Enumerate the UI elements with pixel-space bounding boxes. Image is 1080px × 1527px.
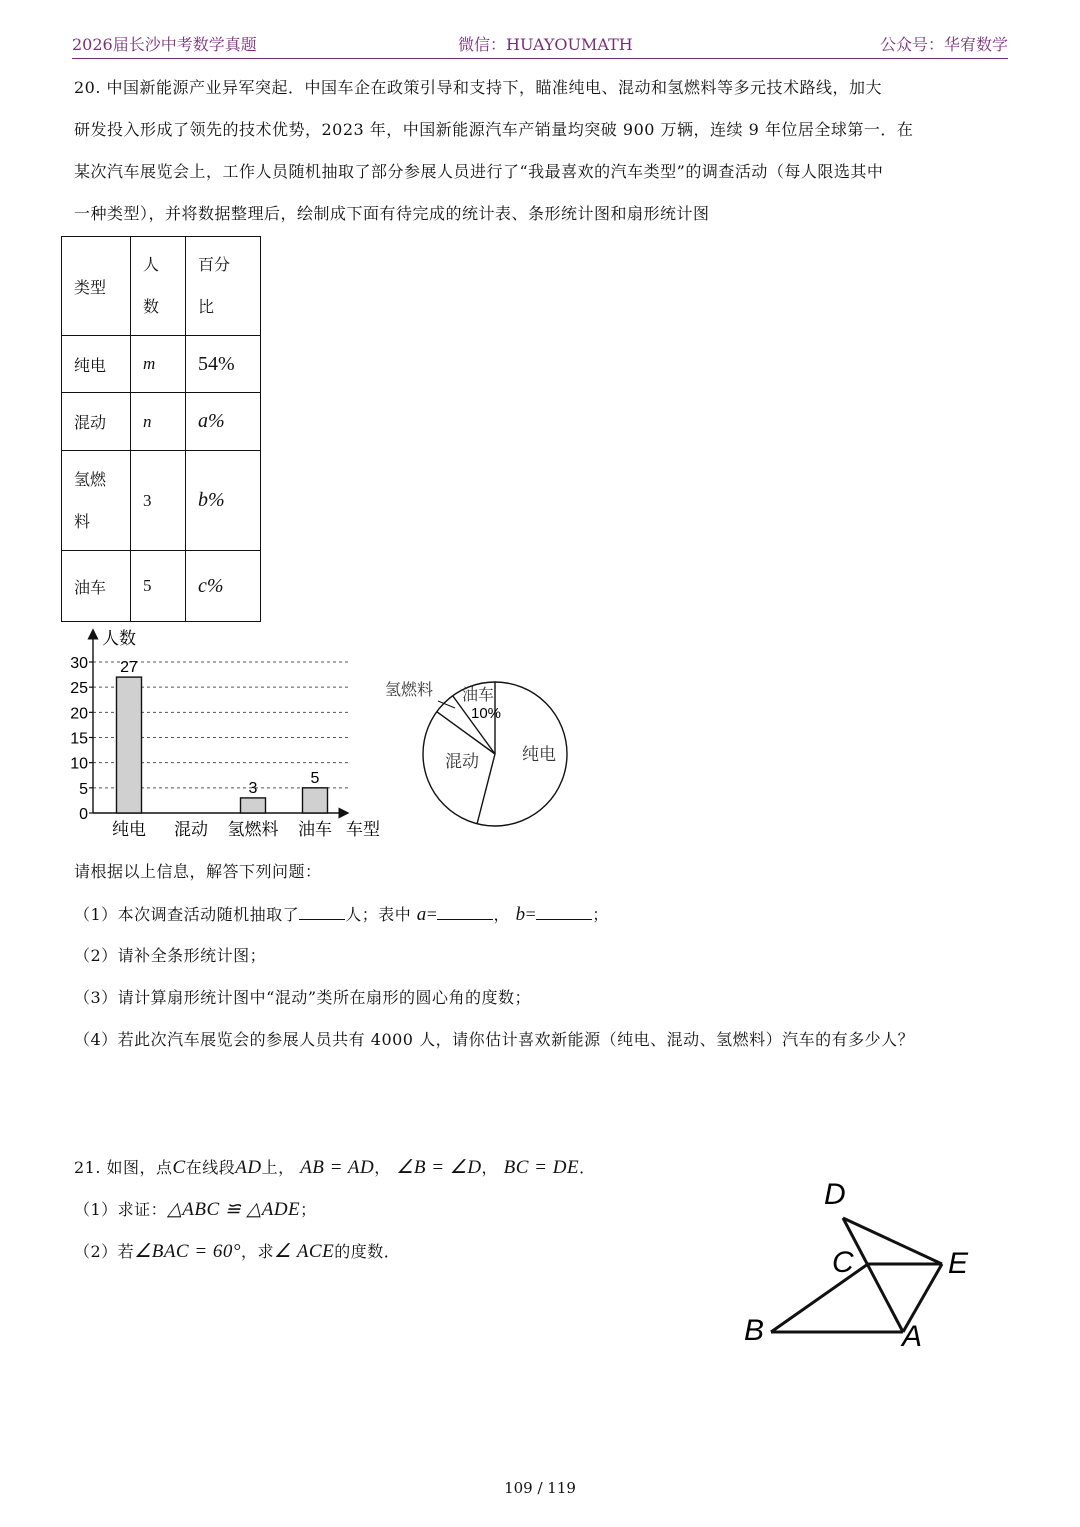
page-header [72, 30, 1008, 59]
pie-label-fuel: 油车 [462, 687, 495, 704]
bar [117, 677, 142, 813]
q21-sub-1: （1）求证：△ABC ≌ △ADE； [74, 1199, 317, 1220]
q20-line-4: 一种类型），并将数据整理后，绘制成下面有待完成的统计表、条形统计图和扇形统计图 [74, 204, 710, 223]
y-tick-label: 30 [70, 655, 88, 672]
header-center: 微信：HUAYOUMATH [458, 35, 633, 54]
header-left: 2026届长沙中考数学真题 [72, 35, 257, 54]
table-row [62, 336, 261, 393]
point-label-E: E [948, 1247, 969, 1280]
q20-line-1: 20. 中国新能源产业异军突起．中国车企在政策引导和支持下，瞄准纯电、混动和氢燃料等多元技术路线，加大 [74, 78, 883, 97]
table-row [62, 451, 261, 551]
segment-DE [843, 1218, 942, 1264]
stats-table [61, 236, 261, 622]
answer-blank-total[interactable] [299, 918, 345, 920]
triangle-figure [730, 1170, 1000, 1360]
category-label: 混动 [174, 820, 208, 839]
q20-line-3: 某次汽车展览会上，工作人员随机抽取了部分参展人员进行了“我最喜欢的汽车类型”的调查活动（每人限选其中 [74, 162, 884, 181]
pie-chart [380, 668, 580, 838]
pie-annotation-fuel: 10% [471, 705, 502, 722]
table-row [62, 393, 261, 451]
y-tick-label: 25 [70, 680, 88, 698]
table-header-row [62, 237, 261, 336]
x-axis-label: 车型 [346, 820, 380, 839]
y-tick-label: 15 [70, 730, 88, 748]
header-cell-percent: 百分 比 [186, 237, 261, 336]
row-percent: a% [186, 393, 261, 451]
category-label: 氢燃料 [227, 820, 279, 839]
pie-label-hybrid: 混动 [445, 752, 479, 771]
row-percent: b% [186, 451, 261, 551]
category-label: 油车 [298, 820, 332, 839]
row-type: 纯电 [62, 336, 131, 393]
category-label: 纯电 [112, 820, 146, 839]
header-right: 公众号：华宥数学 [879, 35, 1008, 54]
row-percent: c% [186, 551, 261, 622]
row-count: n [131, 393, 186, 451]
bar-value-label: 3 [248, 779, 258, 797]
point-label-C: C [832, 1246, 854, 1279]
page-number: 109 / 119 [504, 1479, 576, 1497]
bar [303, 788, 328, 813]
y-tick-label: 5 [79, 780, 88, 798]
answer-blank-a[interactable] [437, 918, 493, 920]
row-percent: 54% [186, 336, 261, 393]
row-type: 油车 [62, 551, 131, 622]
point-label-D: D [824, 1178, 846, 1211]
q20-sub-1: （1）本次调查活动随机抽取了 人；表中 a= ， b= ； [74, 904, 609, 925]
row-count: m [131, 336, 186, 393]
q20-intro: 请根据以上信息，解答下列问题： [74, 862, 322, 881]
q20-sub-2: （2）请补全条形统计图； [74, 946, 267, 965]
row-type: 氢燃 料 [62, 451, 131, 551]
pie-label-electric: 纯电 [522, 745, 556, 764]
bar-value-label: 27 [120, 659, 138, 677]
pie-label-hydrogen: 氢燃料 [385, 682, 434, 699]
y-tick-label: 20 [70, 705, 88, 723]
row-type: 混动 [62, 393, 131, 451]
y-axis-label: 人数 [102, 629, 136, 648]
row-count: 3 [131, 451, 186, 551]
bar-chart [60, 622, 400, 852]
q20-sub-3: （3）请计算扇形统计图中“混动”类所在扇形的圆心角的度数； [74, 988, 532, 1007]
header-cell-count: 人 数 [131, 237, 186, 336]
row-count: 5 [131, 551, 186, 622]
table-row [62, 551, 261, 622]
q20-sub-4: （4）若此次汽车展览会的参展人员共有 4000 人，请你估计喜欢新能源（纯电、混动、氢燃料）汽车的有多少人？ [74, 1030, 915, 1049]
bar [241, 798, 266, 813]
q20-line-2: 研发投入形成了领先的技术优势，2023 年，中国新能源汽车产销量均突破 900 万辆，连续 9 年位居全球第一．在 [74, 120, 914, 139]
bar-value-label: 5 [310, 769, 320, 787]
point-label-B: B [744, 1314, 765, 1347]
point-label-A: A [902, 1320, 923, 1353]
q21-line-1: 21. 如图，点C在线段AD上， AB = AD， ∠B = ∠D， BC = DE． [74, 1157, 596, 1178]
header-cell-type: 类型 [62, 237, 131, 336]
answer-blank-b[interactable] [536, 918, 592, 920]
y-tick-label: 10 [70, 755, 88, 773]
y-tick-label: 0 [79, 806, 88, 823]
q21-sub-2: （2）若∠BAC = 60°，求∠ ACE的度数． [74, 1241, 401, 1262]
